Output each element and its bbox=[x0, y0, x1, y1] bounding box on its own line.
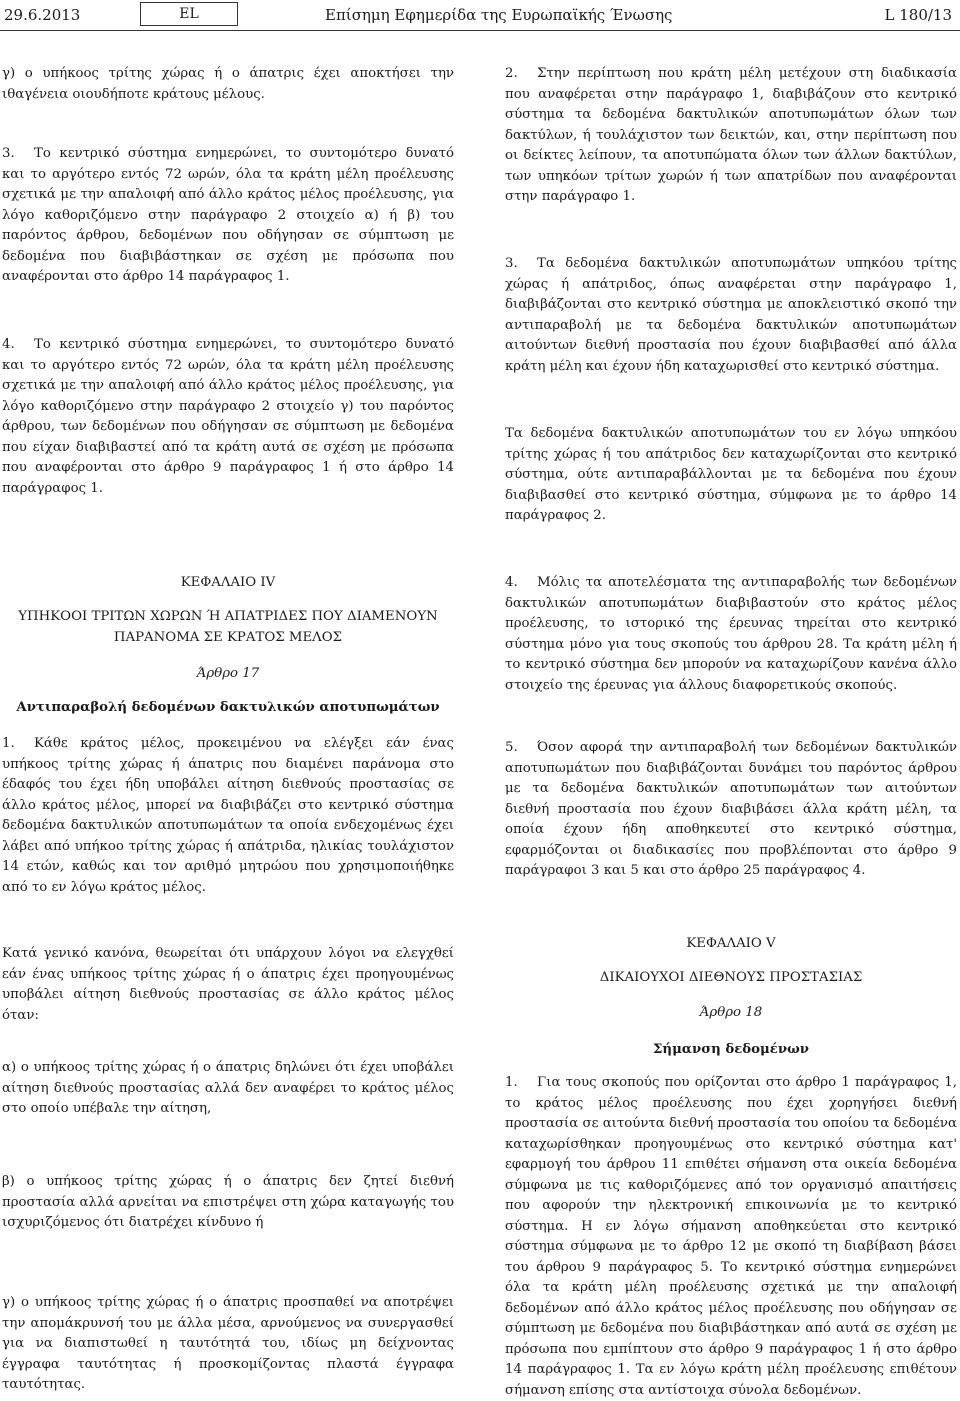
right-para-2 bbox=[505, 64, 957, 208]
article-17-title-block bbox=[2, 698, 454, 719]
paragraph-text: Τα δεδομένα δακτυλικών αποτυπωμάτων του εν λόγω υπηκόου τρίτης χώρας ή του απάτριδος δεν καταχωρίζονται στο κεντρικό σύστημα, ούτε αντιπαραβάλλονται με τα δεδομένα που έχουν διαβιβασθεί στο κεντρικό σύστημα, σύμφωνα με το άρθρο 14 παράγραφος 2. bbox=[505, 426, 957, 523]
paragraph-text: Το κεντρικό σύστημα ενημερώνει, το συντομότερο δυνατό και το αργότερο εντός 72 ωρών, όλα τα κράτη μέλη προέλευσης σχετικά με την απαλοιφή από άλλο κράτος μέλος προέλευσης, για λόγο καθοριζόμενο στην παράγραφο 2 στοιχείο α) ή β) του παρόντος άρθρου, δεδομένων που οδήγησαν σε σύμπτωση με δεδομένα που διαβιβάστηκαν σε σχέση με πρόσωπα που αναφέρονται στο άρθρο 14 παράγραφος 1. bbox=[2, 146, 454, 284]
list-item-a bbox=[2, 1058, 454, 1120]
para-number: 3. bbox=[505, 256, 518, 271]
right-para-4 bbox=[505, 573, 957, 696]
right-para-3 bbox=[505, 254, 957, 377]
para-number: 2. bbox=[505, 66, 518, 81]
para-number: 4. bbox=[505, 575, 518, 590]
chapter-label: ΚΕΦΑΛΑΙΟ IV bbox=[180, 575, 276, 590]
page-header bbox=[0, 0, 960, 30]
para-number: 5. bbox=[505, 740, 518, 755]
paragraph-item-g: γ) ο υπήκοος τρίτης χώρας ή ο άπατρις έχει αποκτήσει την ιθαγένεια οιουδήποτε κράτους μέλους. bbox=[2, 66, 454, 102]
para-number: 3. bbox=[2, 146, 15, 161]
chapter-5-title-block bbox=[505, 968, 957, 989]
list-item-b bbox=[2, 1172, 454, 1234]
article-17-para-1 bbox=[2, 734, 454, 898]
list-item-c bbox=[2, 1293, 454, 1396]
paragraph-text: β) ο υπήκοος τρίτης χώρας ή ο άπατρις δεν ζητεί διεθνή προστασία αλλά αρνείται να επιστρέψει στη χώρα καταγωγής του ισχυριζόμενος ότι διατρέχει κίνδυνο ή bbox=[2, 1174, 454, 1230]
left-column-top bbox=[2, 64, 454, 105]
para-number: 1. bbox=[2, 736, 15, 751]
general-rule-para bbox=[2, 944, 454, 1026]
chapter-title: ΥΠΗΚΟΟΙ ΤΡΙΤΩΝ ΧΩΡΩΝ Ή ΑΠΑΤΡΙΔΕΣ ΠΟΥ ΔΙΑΜΕΝΟΥΝ ΠΑΡΑΝΟΜΑ ΣΕ ΚΡΑΤΟΣ ΜΕΛΟΣ bbox=[18, 609, 438, 645]
journal-title: Επίσημη Εφημερίδα της Ευρωπαϊκής Ένωσης bbox=[325, 6, 673, 24]
chapter-title: ΔΙΚΑΙΟΥΧΟΙ ΔΙΕΘΝΟΥΣ ΠΡΟΣΤΑΣΙΑΣ bbox=[599, 970, 863, 985]
para-number: 4. bbox=[2, 337, 15, 352]
article-18-heading bbox=[505, 1003, 957, 1024]
paragraph-text: γ) ο υπήκοος τρίτης χώρας ή ο άπατρις προσπαθεί να αποτρέψει την απομάκρυνσή του με άλλα μέσα, αρνούμενος να συνεργασθεί για να διαπιστωθεί η ταυτότητά του, ιδίως μη δείχνοντας έγγραφα ταυτότητας ή προσκομίζοντας πλαστά έγγραφα ταυτότητας. bbox=[2, 1295, 454, 1392]
right-para-5 bbox=[505, 738, 957, 882]
paragraph-text: Για τους σκοπούς που ορίζονται στο άρθρο 1 παράγραφος 1, το κράτος μέλος προέλευσης που έχει χορηγήσει διεθνή προστασία σε αιτούντα διεθνή προστασία του οποίου τα δεδομένα καταχωρίσθηκαν προηγουμένως στο κεντρικό σύστημα κατ' εφαρμογή του άρθρου 11 επιθέτει σήμανση στα οικεία δεδομένα σύμφωνα με τις καθοριζόμενες από τον οργανισμό απαιτήσεις που αφορούν την ηλεκτρονική επικοινωνία με το κεντρικό σύστημα. Η εν λόγω σήμανση αποθηκεύεται στο κεντρικό σύστημα σύμφωνα με το άρθρο 12 με σκοπό τη διαβίβαση βάσει του άρθρου 9 παράγραφος 5. Το κεντρικό σύστημα ενημερώνει όλα τα κράτη μέλη προέλευσης σχετικά με την απαλοιφή δεδομένων από άλλο κράτος μέλος προέλευσης που οδήγησαν σε σύμπτωση με δεδομένα που διαβιβάστηκαν από αυτά σε σχέση με πρόσωπα που εμπίπτουν στο άρθρο 9 παράγραφος 1 ή στο άρθρο 14 παράγραφος 1. Τα εν λόγω κράτη μέλη προέλευσης επιθέτουν σήμανση επίσης στα αντίστοιχα σύνολα δεδομένων. bbox=[505, 1075, 957, 1398]
article-title: Αντιπαραβολή δεδομένων δακτυλικών αποτυπωμάτων bbox=[16, 700, 440, 715]
paragraph-text: Τα δεδομένα δακτυλικών αποτυπωμάτων υπηκόου τρίτης χώρας ή απάτριδος, όπως αναφέρεται στην παράγραφο 1, διαβιβάζονται στο κεντρικό σύστημα με αποκλειστικό σκοπό την αντιπαραβολή με τα δεδομένα δακτυλικών αποτυπωμάτων αιτούντων διεθνή προστασία που έχουν διαβιβασθεί από άλλα κράτη μέλη και έχουν ήδη καταχωρισθεί στο κεντρικό σύστημα. bbox=[505, 256, 957, 374]
paragraph-text: Κατά γενικό κανόνα, θεωρείται ότι υπάρχουν λόγοι να ελεγχθεί εάν ένας υπήκοος τρίτης χώρας ή ο άπατρις έχει προηγουμένως υποβάλει αίτηση διεθνούς προστασίας σε άλλο κράτος μέλος όταν: bbox=[2, 946, 454, 1023]
chapter-4-heading bbox=[2, 573, 454, 594]
left-para-3 bbox=[2, 144, 454, 288]
chapter-5-heading bbox=[505, 934, 957, 955]
article-17-heading bbox=[2, 664, 454, 685]
article-label: Άρθρο 18 bbox=[699, 1005, 763, 1020]
paragraph-text: Κάθε κράτος μέλος, προκειμένου να ελέγξει εάν ένας υπήκοος τρίτης χώρας ή άπατρις που διαμένει παράνομα στο έδαφός του έχει ήδη υποβάλει αίτηση διεθνούς προστασίας σε άλλο κράτος μέλος, μπορεί να διαβιβάζει στο κεντρικό σύστημα δεδομένα δακτυλικών αποτυπωμάτων τα οποία ενδεχομένως έχει λάβει από υπήκοο τρίτης χώρας ή απάτριδα, ηλικίας τουλάχιστον 14 ετών, καθώς και τον αριθμό μητρώου που χρησιμοποιήθηκε από το εν λόγω κράτος μέλος. bbox=[2, 736, 454, 895]
paragraph-text: α) ο υπήκοος τρίτης χώρας ή ο άπατρις δηλώνει ότι έχει υποβάλει αίτηση διεθνούς προστασίας αλλά δεν αναφέρει το κράτος μέλος στο οποίο υπέβαλε την αίτηση, bbox=[2, 1060, 454, 1116]
paragraph-text: Το κεντρικό σύστημα ενημερώνει, το συντομότερο δυνατό και το αργότερο εντός 72 ωρών, όλα τα κράτη μέλη προέλευσης σχετικά με την απαλοιφή από άλλο κράτος μέλος προέλευσης, για λόγο καθοριζόμενο στην παράγραφο 2 στοιχείο γ) του παρόντος άρθρου, των δεδομένων που οδήγησαν σε σύμπτωση με δεδομένα που είχαν διαβιβαστεί από τα κράτη αυτά σε σχέση με πρόσωπα που αναφέρονται στο άρθρο 9 παράγραφος 1 ή στο άρθρο 14 παράγραφος 1. bbox=[2, 337, 454, 496]
page-reference: L 180/13 bbox=[884, 6, 952, 24]
header-rule bbox=[0, 30, 960, 31]
article-18-para-1 bbox=[505, 1073, 957, 1401]
language-badge: EL bbox=[140, 2, 238, 26]
left-para-4 bbox=[2, 335, 454, 499]
article-title: Σήμανση δεδομένων bbox=[653, 1042, 809, 1057]
publication-date: 29.6.2013 bbox=[4, 6, 81, 24]
para-number: 1. bbox=[505, 1075, 518, 1090]
paragraph-text: Όσον αφορά την αντιπαραβολή των δεδομένων δακτυλικών αποτυπωμάτων που διαβιβάζονται δυνάμει του παρόντος άρθρου με τα δεδομένα δακτυλικών αποτυπωμάτων των αιτούντων διεθνή προστασία που έχουν διαβιβάσει άλλα κράτη μέλη, τα οποία έχουν ήδη αποθηκευτεί στο κεντρικό σύστημα, εφαρμόζονται οι διαδικασίες που προβλέπονται στο άρθρο 9 παράγραφοι 3 και 5 και στο άρθρο 25 παράγραφος 4. bbox=[505, 740, 957, 878]
paragraph-text: Μόλις τα αποτελέσματα της αντιπαραβολής των δεδομένων δακτυλικών αποτυπωμάτων διαβιβαστούν στο κράτος μέλος προέλευσης, το ιστορικό της έρευνας τηρείται στο κεντρικό σύστημα μόνο για τους σκοπούς του άρθρου 28. Τα κράτη μέλη ή το κεντρικό σύστημα δεν μπορούν να καταχωρίζουν κανένα άλλο στοιχείο της έρευνας για άλλους διαφορετικούς σκοπούς. bbox=[505, 575, 957, 693]
right-para-3b bbox=[505, 424, 957, 527]
chapter-4-title-block bbox=[2, 607, 454, 648]
chapter-label: ΚΕΦΑΛΑΙΟ V bbox=[686, 936, 776, 951]
article-18-title-block bbox=[505, 1040, 957, 1061]
article-label: Άρθρο 17 bbox=[196, 666, 260, 681]
paragraph-text: Στην περίπτωση που κράτη μέλη μετέχουν στη διαδικασία που αναφέρεται στην παράγραφο 1, διαβιβάζουν στο κεντρικό σύστημα τα δεδομένα δακτυλικών αποτυπωμάτων όλων των δακτύλων, ή τουλάχιστον των δεικτών, και, στην περίπτωση που οι δείκτες λείπουν, τα αποτυπώματα όλων των άλλων δακτύλων, των υπηκόων τρίτων χωρών ή των απατρίδων που αναφέρονται στην παράγραφο 1. bbox=[505, 66, 957, 204]
